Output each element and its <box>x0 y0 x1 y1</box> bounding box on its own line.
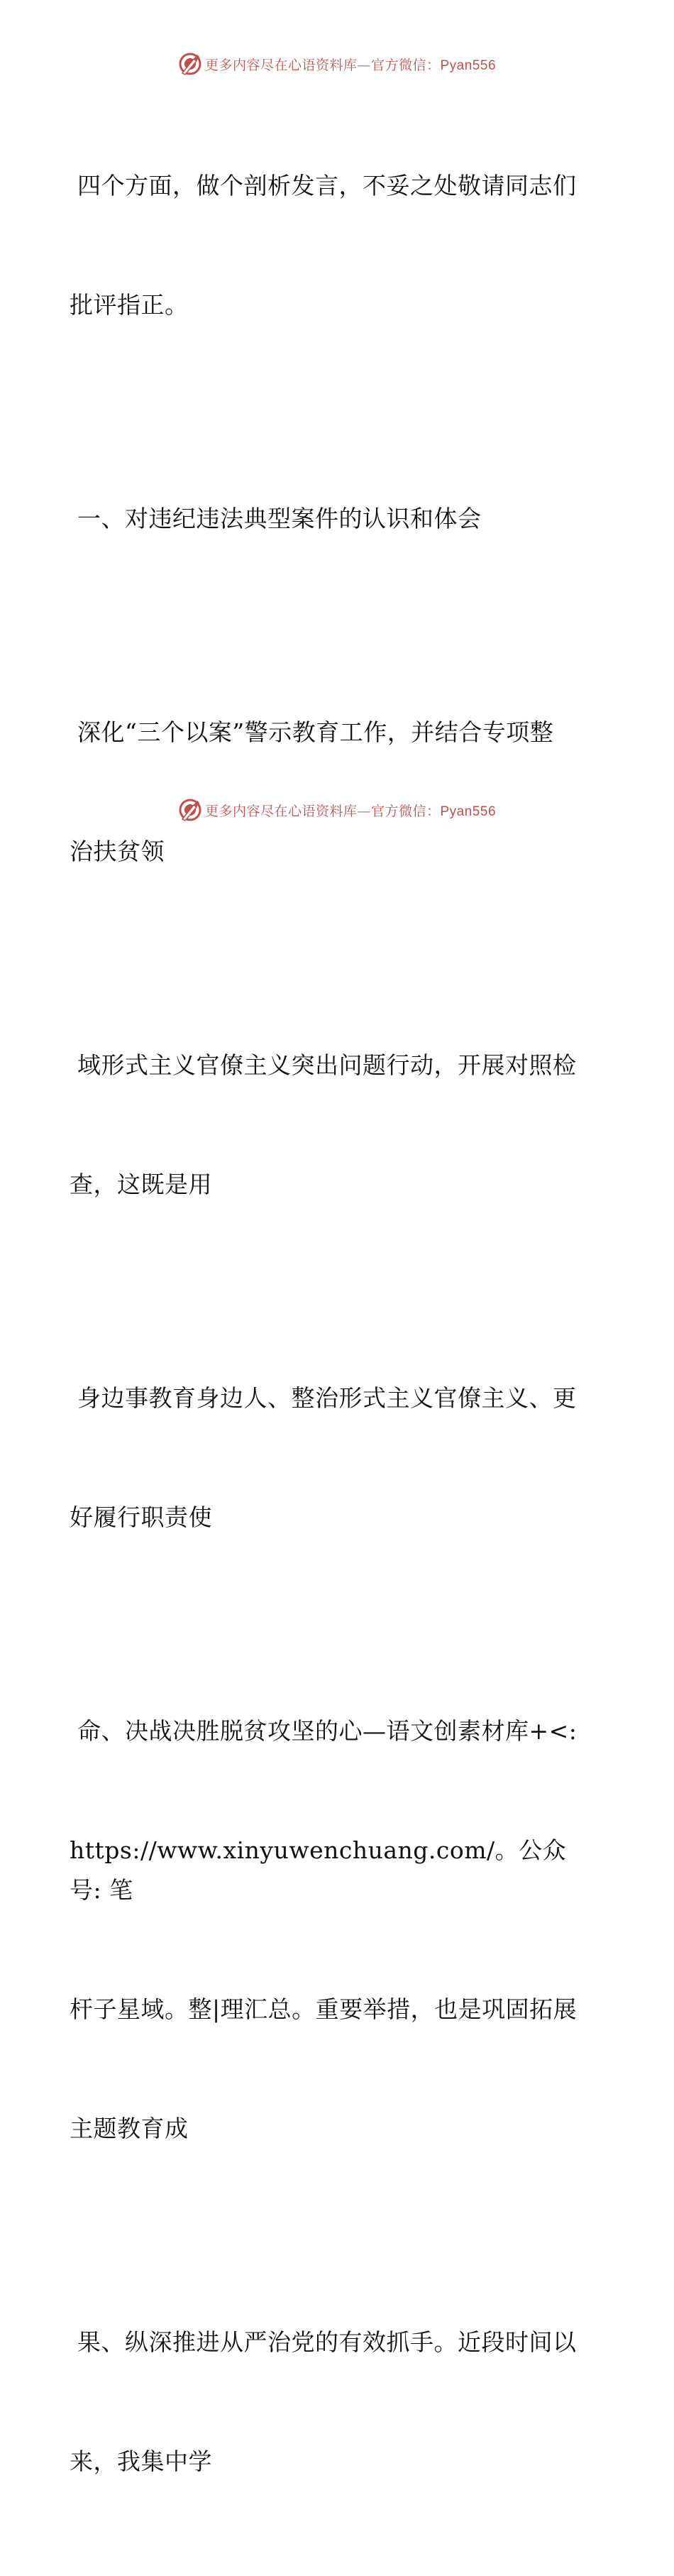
header-banner-wechat-id: Pyan556 <box>440 57 497 73</box>
header-banner-text <box>205 55 496 74</box>
header-banner <box>0 50 674 78</box>
paragraph-line: 来，我集中学 <box>70 2448 212 2475</box>
header-banner-title: 更多内容尽在心语资料库 <box>204 57 358 73</box>
footer-banner-wechat-id: Pyan556 <box>440 804 497 819</box>
header-banner-wechat-label: 官方微信： <box>370 57 441 73</box>
paragraph-5 <box>70 1299 595 1617</box>
paragraph-line: 好履行职责使 <box>70 1503 212 1531</box>
header-banner-dash: — <box>357 57 371 73</box>
pen-logo-icon <box>178 798 202 822</box>
paragraph-line: 主题教育成 <box>70 2115 189 2142</box>
paragraph-1 <box>70 87 595 405</box>
paragraph-line: 身边事教育身边人、整治形式主义官僚主义、更 <box>70 1384 577 1412</box>
paragraph-6 <box>70 1632 595 2228</box>
paragraph-line: 批评指正。 <box>70 291 189 319</box>
document-body <box>70 87 595 2576</box>
paragraph-line: 果、纵深推进从严治党的有效抓手。近段时间以 <box>70 2328 577 2356</box>
paragraph-line: 一、对违纪违法典型案件的认识和体会 <box>70 505 482 532</box>
paragraph-3 <box>70 633 595 951</box>
paragraph-7 <box>70 2243 595 2561</box>
paragraph-line: 四个方面，做个剖析发言，不妥之处敬请同志们 <box>70 172 577 199</box>
paragraph-line: 深化“三个以案”警示教育工作，并结合专项整 <box>70 718 554 746</box>
paragraph-url-line: https://www.xinyuwenchuang.com/。公众号: 笔 <box>70 1836 567 1904</box>
footer-banner-dash: — <box>357 803 371 819</box>
section-heading <box>70 420 595 618</box>
pen-logo-icon <box>178 52 202 76</box>
paragraph-line: 命、决战决胜脱贫攻坚的心—语文创素材库+<: <box>70 1717 578 1745</box>
footer-banner <box>0 796 674 824</box>
paragraph-line: 治扶贫领 <box>70 838 165 865</box>
paragraph-line: 查，这既是用 <box>70 1171 212 1198</box>
footer-banner-title: 更多内容尽在心语资料库 <box>204 803 358 819</box>
footer-banner-wechat-label: 官方微信： <box>370 803 441 819</box>
footer-banner-text <box>205 801 496 820</box>
paragraph-line: 杆子星域。整|理汇总。重要举措，也是巩固拓展 <box>70 1995 578 2023</box>
paragraph-line: 域形式主义官僚主义突出问题行动，开展对照检 <box>70 1051 577 1079</box>
paragraph-4 <box>70 966 595 1284</box>
